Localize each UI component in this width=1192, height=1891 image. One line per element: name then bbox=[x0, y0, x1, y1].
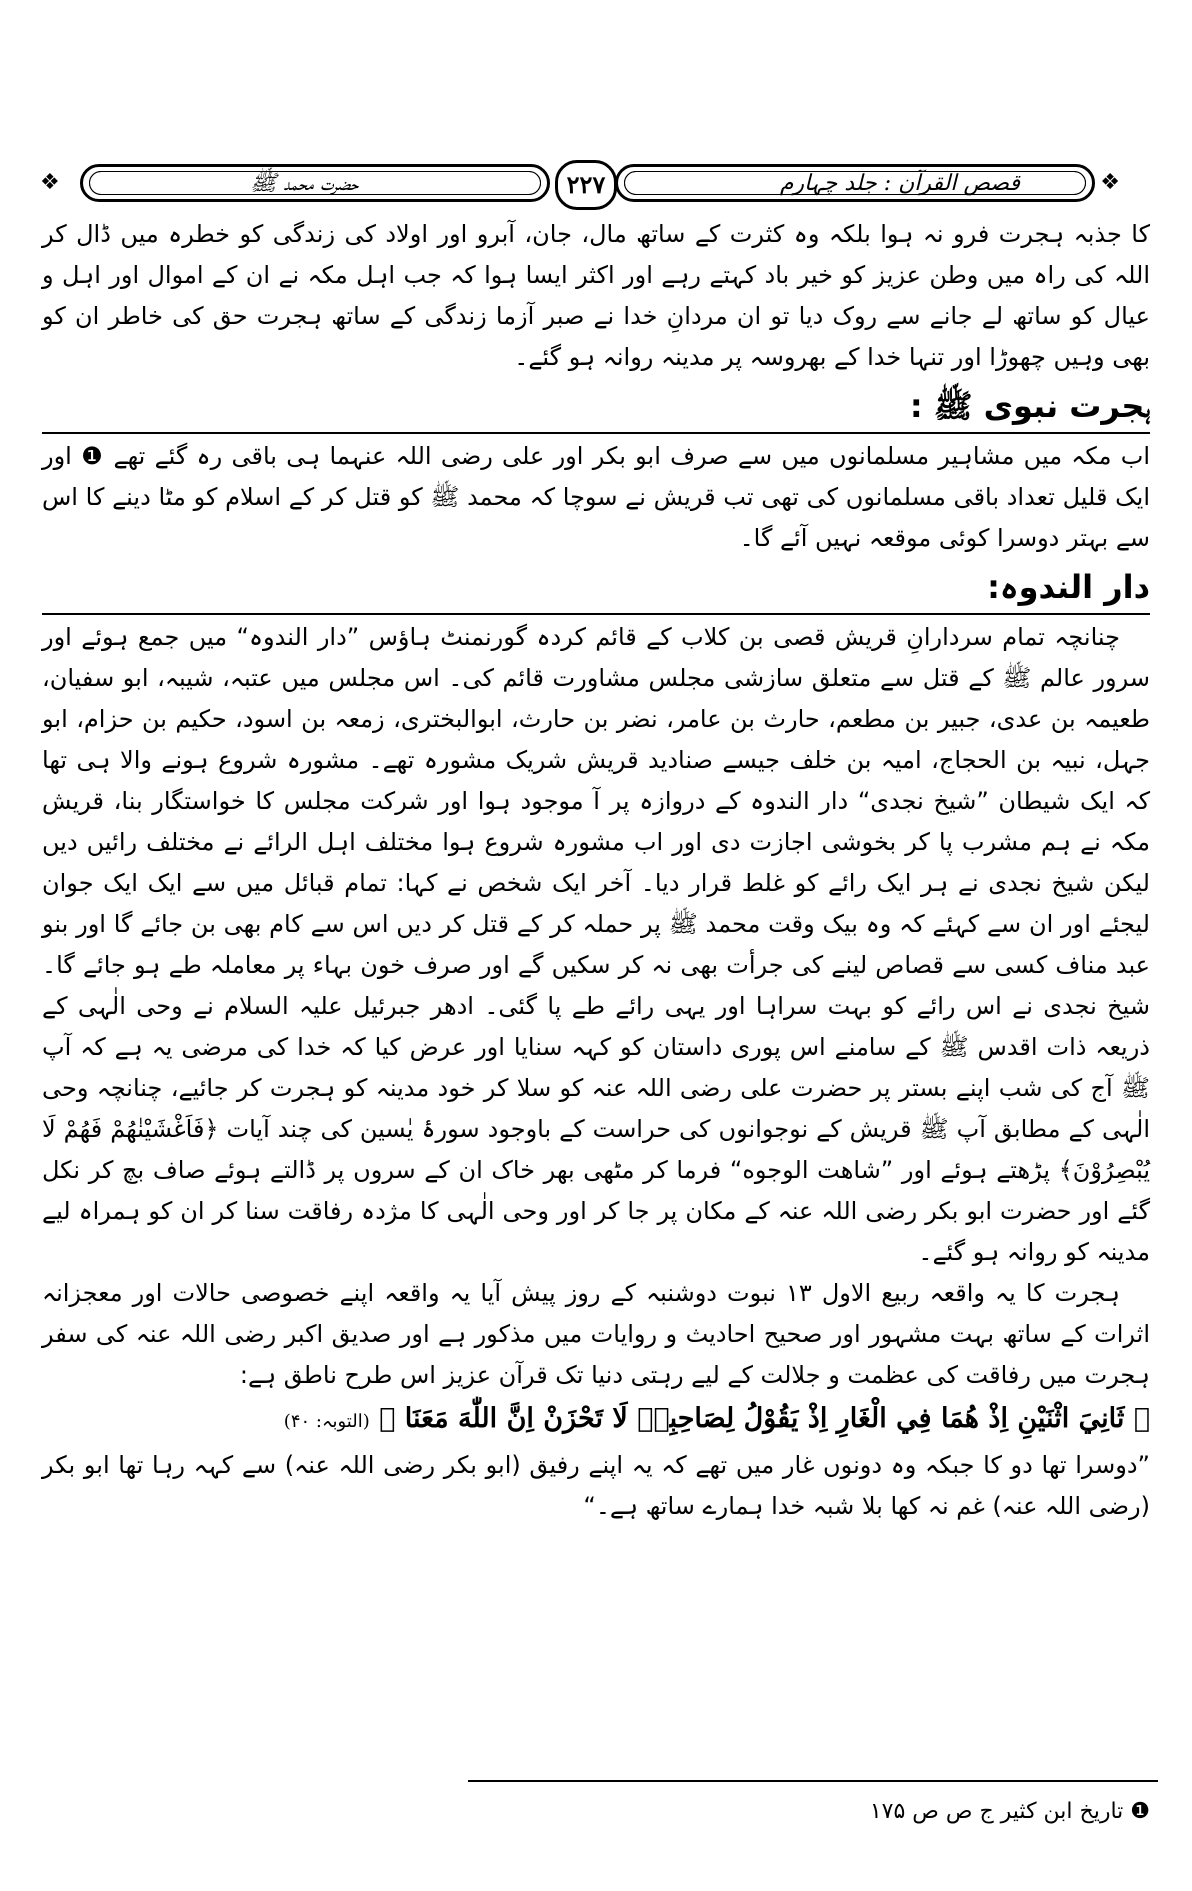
heading-underline bbox=[42, 613, 1150, 615]
heading-underline bbox=[42, 432, 1150, 434]
page-number: ۲۲۷ bbox=[555, 160, 617, 210]
page-header bbox=[40, 160, 1120, 208]
hijrat-paragraph: اب مکہ میں مشاہیر مسلمانوں میں سے صرف ابو بکر اور علی رضی اللہ عنہما ہی باقی رہ گئے تھے ❶ اور ایک قلیل تعداد باقی مسلمانوں کی تھی تب قریش نے سوچا کہ محمد ﷺ کو قتل کر کے اسلام کو مٹا دینے کا اس سے بہتر دوسرا کوئی موقعہ نہیں آئے گا۔ bbox=[42, 442, 1150, 552]
darulnadwa-paragraph: چنانچہ تمام سردارانِ قریش قصی بن کلاب کے قائم کردہ گورنمنٹ ہاؤس ”دار الندوہ“ میں جمع ہوئے اور سرور عالم ﷺ کے قتل سے متعلق سازشی مجلس مشاورت قائم کی۔ اس مجلس میں عتبہ، شیبہ، ابو سفیان، طعیمہ بن عدی، جبیر بن مطعم، حارث بن عامر، نضر بن حارث، ابوالبختری، زمعہ بن اسود، حکیم بن حزام، ابو جہل، نبیہ بن الحجاج، امیہ بن خلف جیسے صنادید قریش شریک مشورہ تھے۔ مشورہ شروع ہونے والا ہی تھا کہ ایک شیطان ”شیخ نجدی“ دار الندوہ کے دروازہ پر آ موجود ہوا اور شرکت مجلس کا خواستگار بنا، قریش مکہ نے ہم مشرب پا کر بخوشی اجازت دی اور اب مشورہ شروع ہوا مختلف اہل الرائے نے مختلف رائیں دیں لیکن شیخ نجدی نے ہر ایک رائے کو غلط قرار دیا۔ آخر ایک شخص نے کہا: تمام قبائل میں سے ایک ایک جوان لیجئے اور ان سے کہئے کہ وہ بیک وقت محمد ﷺ پر حملہ کر کے قتل کر دیں اس سے کام بھی بن جائے گا اور بنو عبد مناف کسی سے قصاص لینے کی جرأت بھی نہ کر سکیں گے اور صرف خون بہاء پر معاملہ طے ہو جائے گا۔ شیخ نجدی نے اس رائے کو بہت سراہا اور یہی رائے طے پا گئی۔ ادھر جبرئیل علیہ السلام نے وحی الٰہی کے ذریعہ ذات اقدس ﷺ کے سامنے اس پوری داستان کو کہہ سنایا اور عرض کیا کہ خدا کی مرضی یہ ہے کہ آپ ﷺ آج کی شب اپنے بستر پر حضرت علی رضی اللہ عنہ کو سلا کر خود مدینہ کو ہجرت کر جائیے، چنانچہ وحی الٰہی کے مطابق آپ ﷺ قریش کے نوجوانوں کی حراست کے باوجود سورۂ یٰسین کی چند آیات ﴿فَاَغْشَيْنٰهُمْ فَهُمْ لَا يُبْصِرُوْنَ﴾ پڑھتے ہوئے اور ”شاهت الوجوه“ فرما کر مٹھی بھر خاک ان کے سروں پر ڈالتے ہوئے صاف بچ کر نکل گئے اور حضرت ابو بکر رضی اللہ عنہ کے مکان پر جا کر اور وحی الٰہی کا مژدہ رفاقت سنا کر ان کو ہمراہ لیے مدینہ کو روانہ ہو گئے۔ bbox=[42, 623, 1151, 1266]
verse-reference: (التوبہ: ۴۰) bbox=[283, 1411, 370, 1432]
section-heading-hijrat: ہجرت نبوی ﷺ : bbox=[909, 387, 1150, 425]
hijrat-date-paragraph: ہجرت کا یہ واقعہ ربیع الاول ۱۳ نبوت دوشنبہ کے روز پیش آیا یہ واقعہ اپنے خصوصی حالات اور معجزانہ اثرات کے ساتھ بہت مشہور اور صحیح احادیث و روایات میں مذکور ہے اور صدیق اکبر رضی اللہ عنہ کی سفر ہجرت میں رفاقت کی عظمت و جلالت کے لیے رہتی دنیا تک قرآن عزیز اس طرح ناطق ہے: bbox=[42, 1279, 1150, 1389]
verse-text: ﴿ ثَانِيَ اثْنَيْنِ اِذْ هُمَا فِي الْغَارِ اِذْ يَقُوْلُ لِصَاحِبِهٖ لَا تَحْزَنْ اِنَّ اللّٰهَ مَعَنَا ﴾ bbox=[379, 1403, 1150, 1434]
section-heading-darulnadwa: دار الندوہ: bbox=[987, 568, 1150, 606]
footnote: ❶ تاریخ ابن کثیر ج ص ص ۱۷۵ bbox=[869, 1799, 1150, 1824]
verse-translation: ”دوسرا تھا دو کا جبکہ وہ دونوں غار میں تھے کہ یہ اپنے رفیق (ابو بکر رضی اللہ عنہ) سے کہہ رہا تھا ابو بکر (رضی اللہ عنہ) غم نہ کھا بلا شبہ خدا ہمارے ساتھ ہے۔“ bbox=[42, 1451, 1150, 1520]
chapter-title: حضرت محمد ﷺ bbox=[250, 171, 359, 196]
page-body bbox=[42, 214, 1150, 1527]
intro-paragraph: کا جذبہ ہجرت فرو نہ ہوا بلکہ وہ کثرت کے ساتھ مال، جان، آبرو اور اولاد کی زندگی کو خطرہ میں ڈال کر اللہ کی راہ میں وطن عزیز کو خیر باد کہتے رہے اور اکثر ایسا ہوا کہ جب اہل مکہ نے ان کے اموال اور اہل و عیال کو ساتھ لے جانے سے روک دیا تو ان مردانِ خدا نے صبر آزما زندگی کے ساتھ ہجرت حق کی خاطر ان کو بھی وہیں چھوڑا اور تنہا خدا کے بھروسہ پر مدینہ روانہ ہو گئے۔ bbox=[42, 220, 1150, 371]
book-title: قصص القرآن : جلد چہارم bbox=[779, 171, 1020, 196]
footnote-divider bbox=[468, 1780, 1158, 1782]
quran-verse bbox=[42, 1396, 1150, 1445]
ornament-icon: ❖ bbox=[1100, 170, 1120, 195]
ornament-icon: ❖ bbox=[40, 170, 60, 195]
